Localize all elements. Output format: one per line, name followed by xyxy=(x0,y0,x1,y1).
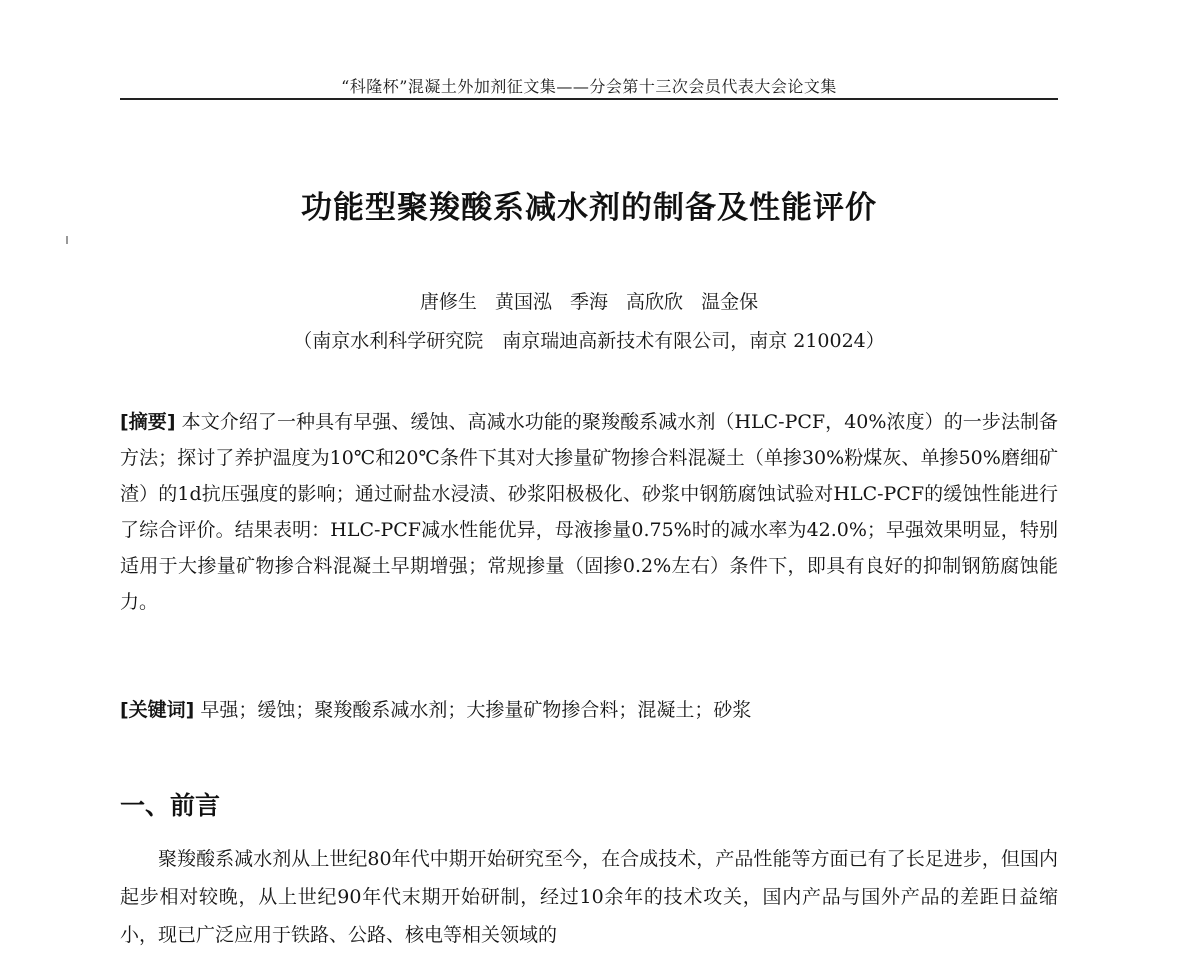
header-rule xyxy=(120,98,1058,100)
running-header: “科隆杯”混凝土外加剂征文集——分会第十三次会员代表大会论文集 xyxy=(341,77,837,96)
abstract-text: 本文介绍了一种具有早强、缓蚀、高减水功能的聚羧酸系减水剂（HLC-PCF，40%浓度）的一步法制备方法；探讨了养护温度为10℃和20℃条件下其对大掺量矿物掺合料混凝土（单掺30%粉煤灰、单掺50%磨细矿渣）的1d抗压强度的影响；通过耐盐水浸渍、砂浆阳极极化、砂浆中钢筋腐蚀试验对HLC-PCF的缓蚀性能进行了综合评价。结果表明：HLC-PCF减水性能优异，母液掺量0.75%时的减水率为42.0%；早强效果明显，特别适用于大掺量矿物掺合料混凝土早期增强；常规掺量（固掺0.2%左右）条件下，即具有良好的抑制钢筋腐蚀能力。 xyxy=(120,411,1059,613)
margin-mark xyxy=(66,236,68,244)
keywords-label: [关键词] xyxy=(120,699,195,721)
abstract-label: [摘要] xyxy=(120,411,176,433)
paper-title: 功能型聚羧酸系减水剂的制备及性能评价 xyxy=(301,190,877,226)
keywords xyxy=(120,692,1058,728)
keywords-text: 早强；缓蚀；聚羧酸系减水剂；大掺量矿物掺合料；混凝土；砂浆 xyxy=(194,699,752,721)
section-heading-introduction: 一、前言 xyxy=(120,791,221,820)
abstract xyxy=(120,404,1058,620)
authors: 唐修生 黄国泓 季海 高欣欣 温金保 xyxy=(419,291,759,313)
affiliation: （南京水利科学研究院 南京瑞迪高新技术有限公司，南京 210024） xyxy=(293,330,885,352)
introduction-paragraph: 聚羧酸系减水剂从上世纪80年代中期开始研究至今，在合成技术，产品性能等方面已有了长足进步，但国内起步相对较晚，从上世纪90年代末期开始研制，经过10余年的技术攻关，国内产品与国外产品的差距日益缩小，现已广泛应用于铁路、公路、核电等相关领域的 xyxy=(120,848,1058,946)
